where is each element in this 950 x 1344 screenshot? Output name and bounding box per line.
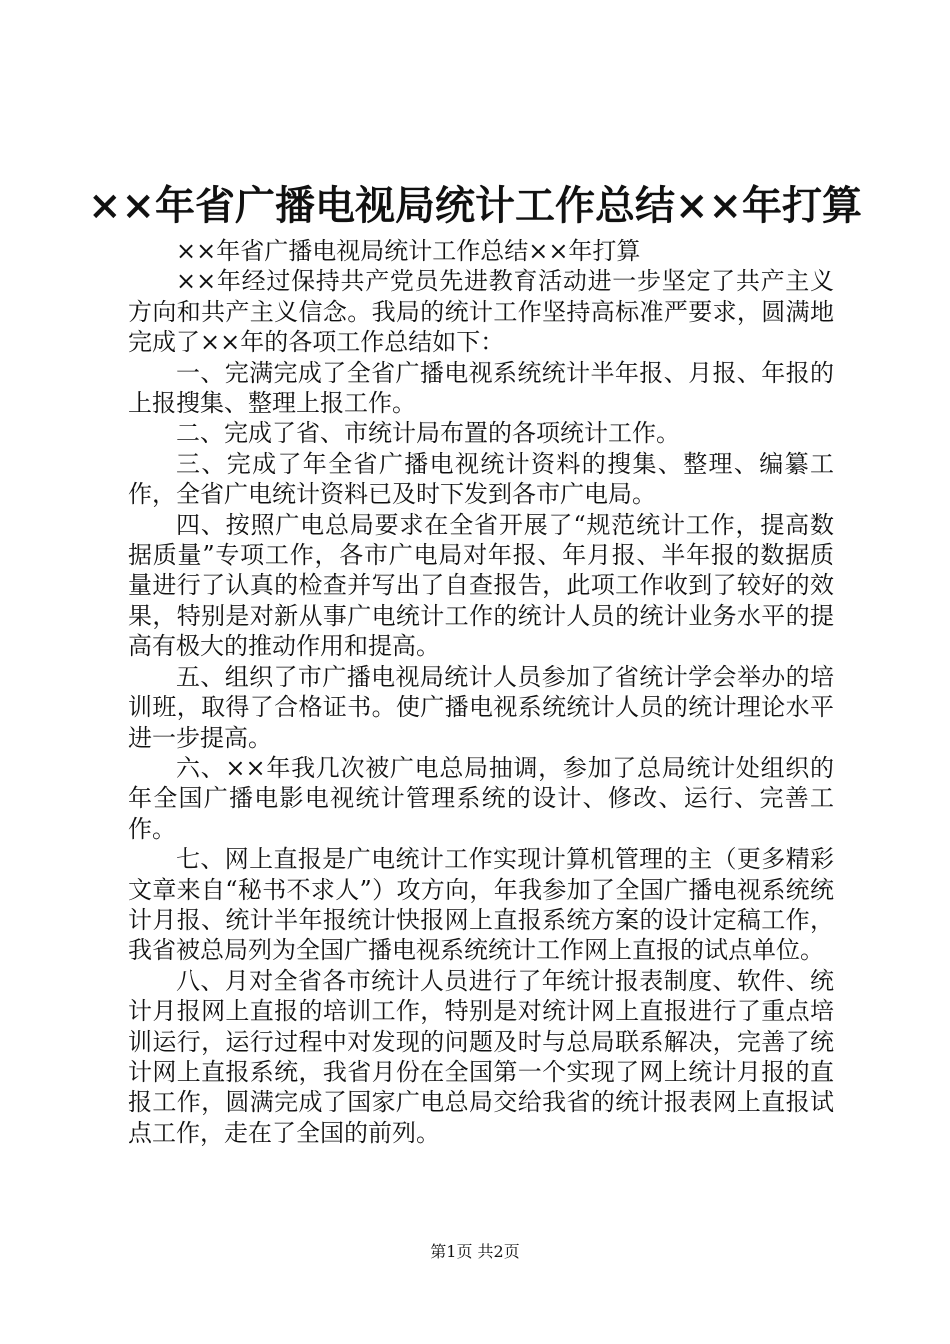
paragraph-item-6: 六、××年我几次被广电总局抽调，参加了总局统计处组织的年全国广播电影电视统计管理系统的设计、修改、运行、完善工作。 (128, 753, 834, 843)
paragraph-item-2: 二、完成了省、市统计局布置的各项统计工作。 (176, 419, 680, 448)
paragraph-item-3: 三、完成了年全省广播电视统计资料的搜集、整理、编纂工作，全省广电统计资料已及时下发到各市广电局。 (128, 449, 834, 509)
page-footer: 第1页 共2页 (430, 1242, 520, 1261)
paragraph-item-1: 一、完满完成了全省广播电视系统统计半年报、月报、年报的上报搜集、整理上报工作。 (128, 358, 834, 418)
paragraph-item-7: 七、网上直报是广电统计工作实现计算机管理的主（更多精彩文章来自“秘书不求人”）攻方向，年我参加了全国广播电视系统统计月报、统计半年报统计快报网上直报系统方案的设计定稿工作，我省被总局列为全国广播电视系统统计工作网上直报的试点单位。 (128, 845, 834, 965)
paragraph-item-4: 四、按照广电总局要求在全省开展了“规范统计工作，提高数据质量”专项工作，各市广电局对年报、年月报、半年报的数据质量进行了认真的检查并写出了自查报告，此项工作收到了较好的效果，特别是对新从事广电统计工作的统计人员的统计业务水平的提高有极大的推动作用和提高。 (128, 510, 834, 661)
document-body (128, 236, 834, 1148)
paragraph-item-5: 五、组织了市广播电视局统计人员参加了省统计学会举办的培训班，取得了合格证书。使广播电视系统统计人员的统计理论水平进一步提高。 (128, 662, 834, 752)
paragraph-item-8: 八、月对全省各市统计人员进行了年统计报表制度、软件、统计月报网上直报的培训工作，特别是对统计网上直报进行了重点培训运行，运行过程中对发现的问题及时与总局联系解决，完善了统计网上直报系统，我省月份在全国第一个实现了网上统计月报的直报工作，圆满完成了国家广电总局交给我省的统计报表网上直报试点工作，走在了全国的前列。 (128, 966, 834, 1147)
paragraph-intro: ××年经过保持共产党员先进教育活动进一步坚定了共产主义方向和共产主义信念。我局的统计工作坚持高标准严要求，圆满地完成了××年的各项工作总结如下： (128, 267, 834, 357)
document-title: ××年省广播电视局统计工作总结××年打算 (87, 182, 863, 229)
paragraph-subtitle: ××年省广播电视局统计工作总结××年打算 (176, 237, 641, 265)
